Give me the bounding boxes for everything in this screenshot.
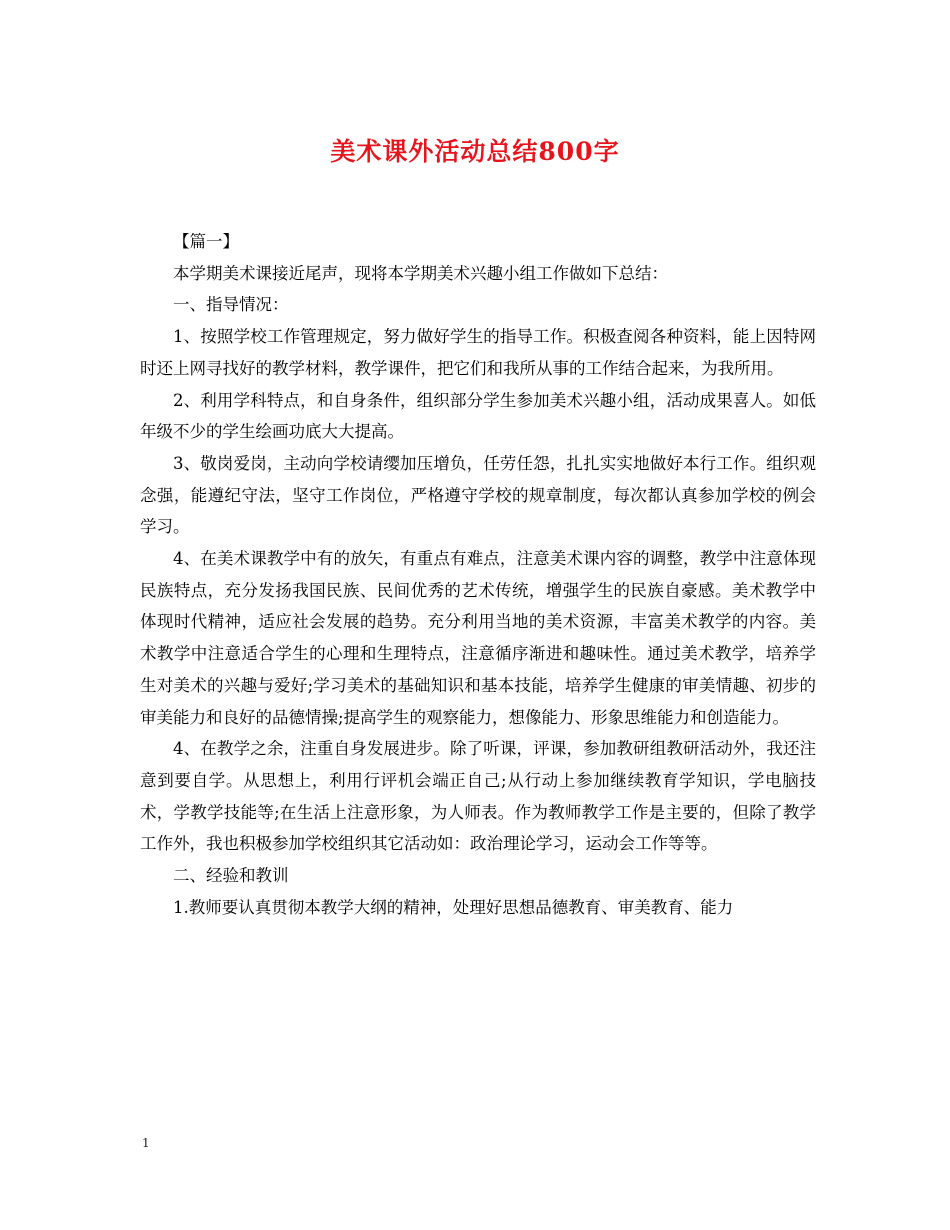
paragraph: 3、敬岗爱岗，主动向学校请缨加压增负，任劳任怨，扎扎实实地做好本行工作。组织观念强，能遵纪守法，坚守工作岗位，严格遵守学校的规章制度，每次都认真参加学校的例会学习。 xyxy=(140,453,816,537)
paragraph: 4、在美术课教学中有的放矢，有重点有难点，注意美术课内容的调整，教学中注意体现民族特点，充分发扬我国民族、民间优秀的艺术传统，增强学生的民族自豪感。美术教学中体现时代精神，适应社会发展的趋势。充分利用当地的美术资源，丰富美术教学的内容。美术教学中注意适合学生的心理和生理特点，注意循序渐进和趣味性。通过美术教学，培养学生对美术的兴趣与爱好;学习美术的基础知识和基本技能，培养学生健康的审美情趣、初步的审美能力和良好的品德情操;提高学生的观察能力，想像能力、形象思维能力和创造能力。 xyxy=(140,549,816,727)
section-heading: 一、指导情况： xyxy=(173,295,289,315)
paragraph: 本学期美术课接近尾声，现将本学期美术兴趣小组工作做如下总结： xyxy=(173,263,668,283)
paragraph: 1.教师要认真贯彻本教学大纲的精神，处理好思想品德教育、审美教育、能力 xyxy=(173,897,734,917)
document-title: 美术课外活动总结800字 xyxy=(330,137,620,166)
section-heading: 二、经验和教训 xyxy=(173,866,289,886)
paragraph: 1、按照学校工作管理规定，努力做好学生的指导工作。积极查阅各种资料，能上因特网时还上网寻找好的教学材料，教学课件，把它们和我所从事的工作结合起来，为我所用。 xyxy=(140,327,816,378)
document-body xyxy=(140,226,816,923)
paragraph: 4、在教学之余，注重自身发展进步。除了听课，评课，参加教研组教研活动外，我还注意到要自学。从思想上，利用行评机会端正自己;从行动上参加继续教育学知识，学电脑技术，学教学技能等;在生活上注意形象，为人师表。作为教师教学工作是主要的，但除了教学工作外，我也积极参加学校组织其它活动如：政治理论学习，运动会工作等等。 xyxy=(140,739,816,854)
page-number: 1 xyxy=(142,1136,150,1150)
paragraph: 2、利用学科特点，和自身条件，组织部分学生参加美术兴趣小组，活动成果喜人。如低年级不少的学生绘画功底大大提高。 xyxy=(140,390,816,442)
section-label: 【篇一】 xyxy=(173,232,239,251)
